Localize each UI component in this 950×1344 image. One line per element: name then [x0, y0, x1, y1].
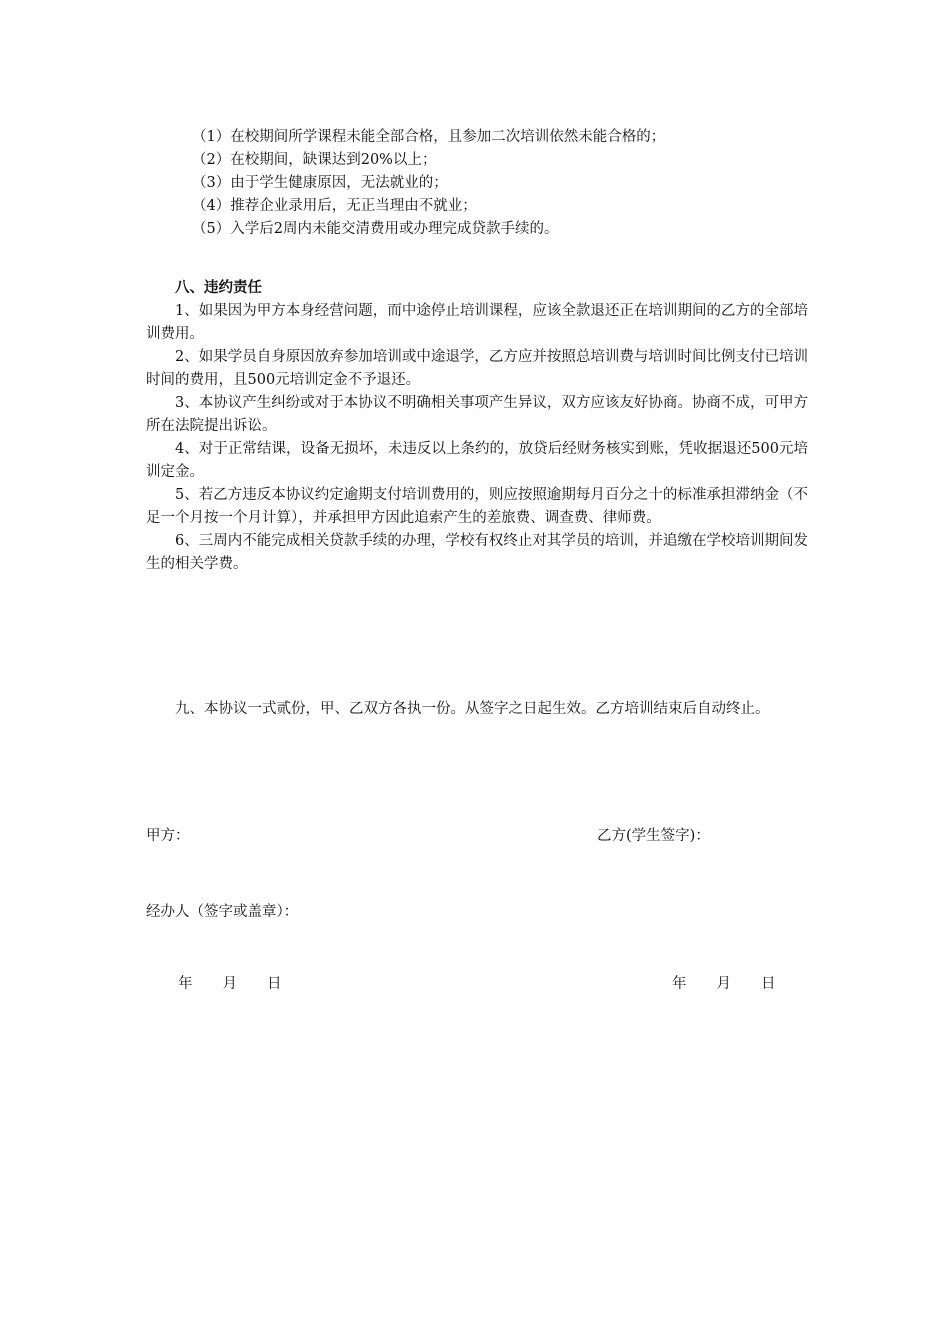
section-heading-breach: 八、违约责任 [175, 280, 262, 296]
clause-3: 3、本协议产生纠纷或对于本协议不明确相关事项产生异议，双方应该友好协商。协商不成，可甲方所在法院提出诉讼。 [146, 395, 808, 434]
section-breach-liability [146, 277, 808, 576]
date-right [672, 973, 806, 996]
condition-item-1: （1）在校期间所学课程未能全部合格，且参加二次培训依然未能合格的； [192, 129, 666, 145]
date-left-year: 年 [178, 976, 193, 992]
condition-item-3: （3）由于学生健康原因，无法就业的； [192, 175, 448, 191]
date-right-day: 日 [761, 976, 776, 992]
section-agreement-copies [146, 698, 808, 721]
clause-5: 5、若乙方违反本协议约定逾期支付培训费用的，则应按照逾期每月百分之十的标准承担滞纳金（不足一个月按一个月计算），并承担甲方因此追索产生的差旅费、调查费、律师费。 [146, 487, 808, 526]
agreement-copies-text: 九、本协议一式贰份，甲、乙双方各执一份。从签字之日起生效。乙方培训结束后自动终止。 [175, 701, 770, 717]
condition-item-2: （2）在校期间，缺课达到20%以上； [192, 152, 437, 168]
date-left-month: 月 [222, 976, 237, 992]
date-left [178, 973, 312, 996]
party-b-label: 乙方(学生签字)： [597, 828, 710, 844]
clause-4: 4、对于正常结课，设备无损坏，未违反以上条约的，放贷后经财务核实到账，凭收据退还500元培训定金。 [146, 441, 808, 480]
condition-item-5: （5）入学后2周内未能交清费用或办理完成贷款手续的。 [192, 221, 559, 237]
date-left-day: 日 [267, 976, 282, 992]
clause-6: 6、三周内不能完成相关贷款手续的办理，学校有权终止对其学员的培训，并追缴在学校培训期间发生的相关学费。 [146, 533, 808, 572]
condition-item-4: （4）推荐企业录用后，无正当理由不就业； [192, 198, 477, 214]
conditions-list [146, 126, 808, 241]
clause-2: 2、如果学员自身原因放弃参加培训或中途退学，乙方应并按照总培训费与培训时间比例支付已培训时间的费用，且500元培训定金不予退还。 [146, 349, 808, 388]
handler-label: 经办人（签字或盖章）： [146, 904, 299, 920]
date-right-year: 年 [672, 976, 687, 992]
clause-1: 1、如果因为甲方本身经营问题，而中途停止培训课程，应该全款退还正在培训期间的乙方的全部培训费用。 [146, 303, 808, 342]
party-a-label: 甲方： [146, 828, 190, 844]
date-right-month: 月 [716, 976, 731, 992]
